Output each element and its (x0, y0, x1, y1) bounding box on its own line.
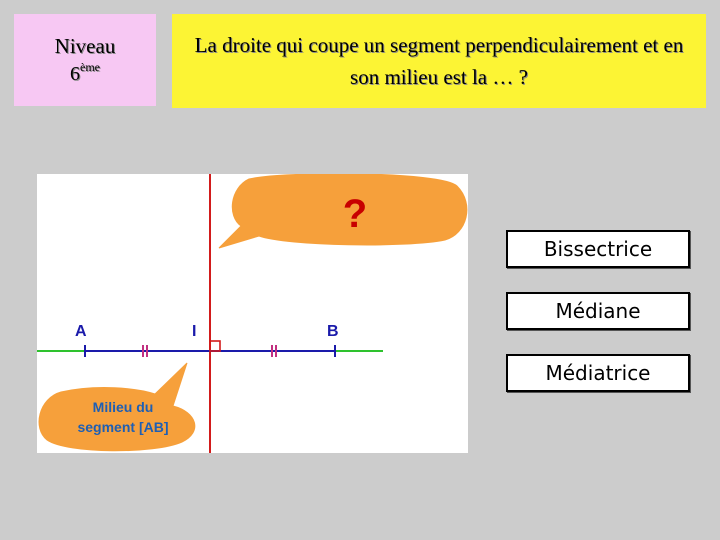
figure-svg (37, 174, 468, 453)
level-title: Niveau (54, 34, 116, 58)
question-text: La droite qui coupe un segment perpendiculairement et en son milieu est la … ? (194, 33, 684, 89)
question-bubble (219, 174, 467, 248)
answer-mediatrice-button[interactable]: Médiatrice (506, 354, 690, 392)
label-i: I (192, 323, 197, 340)
level-box (14, 14, 156, 106)
label-a: A (75, 323, 87, 340)
question-box (172, 14, 706, 108)
grade-suffix: ème (80, 60, 100, 74)
bubble-line-2: segment [AB] (77, 419, 169, 435)
midpoint-bubble (39, 363, 195, 451)
bubble-line-1: Milieu du (92, 399, 154, 415)
question-mark: ? (342, 192, 368, 236)
answer-mediane-button[interactable]: Médiane (506, 292, 690, 330)
perpendicular-bisector-figure (37, 174, 468, 453)
level-grade (14, 60, 156, 86)
grade-number: 6 (70, 63, 80, 85)
right-angle-mark (210, 341, 220, 351)
answer-bissectrice-button[interactable]: Bissectrice (506, 230, 690, 268)
label-b: B (327, 323, 339, 340)
